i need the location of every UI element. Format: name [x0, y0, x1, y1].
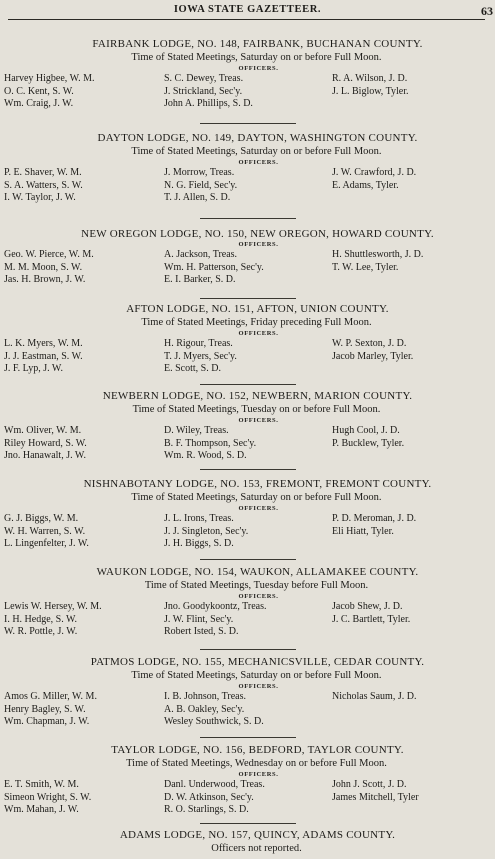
meeting-time: Time of Stated Meetings, Saturday on or before Full Moon.	[131, 492, 382, 503]
officer-entry: Wm. H. Patterson, Sec'y.	[164, 261, 264, 273]
officer-column	[332, 73, 409, 98]
officer-entry: Jacob Marley, Tyler.	[332, 350, 414, 362]
officer-entry: A. B. Oakley, Sec'y.	[164, 703, 245, 715]
officer-column	[164, 779, 265, 817]
officer-entry: D. Wiley, Treas.	[164, 425, 229, 436]
section-rule	[200, 123, 296, 124]
officer-entry: R. A. Wilson, J. D.	[332, 73, 408, 84]
officer-entry: R. O. Starlings, S. D.	[164, 804, 249, 815]
lodge-entry-155	[0, 655, 495, 733]
officer-column	[4, 513, 89, 551]
officer-entry: Henry Bagley, S. W.	[4, 703, 86, 715]
lodge-entry-156	[0, 743, 495, 821]
officer-entry: J. H. Biggs, S. D.	[164, 538, 234, 549]
lodge-title: ADAMS LODGE, NO. 157, QUINCY, ADAMS COUNTY.	[119, 829, 396, 841]
officer-list	[0, 167, 495, 209]
officer-column	[4, 167, 83, 205]
lodge-entry-154	[0, 565, 495, 643]
section-rule	[200, 384, 296, 385]
officer-entry: E. Scott, S. D.	[164, 363, 221, 374]
running-title: IOWA STATE GAZETTEER.	[173, 4, 322, 15]
officer-entry: Simeon Wright, S. W.	[4, 791, 92, 803]
officer-column	[4, 425, 87, 463]
lodge-title: WAUKON LODGE, NO. 154, WAUKON, ALLAMAKEE COUNTY.	[96, 566, 419, 578]
officer-entry: J. L. Biglow, Tyler.	[332, 85, 409, 97]
officer-column	[332, 779, 419, 804]
officer-column	[332, 601, 410, 626]
officer-column	[164, 601, 267, 639]
officer-entry: Riley Howard, S. W.	[4, 437, 87, 449]
officer-entry: W. H. Warren, S. W.	[4, 525, 86, 537]
officer-entry: Wesley Southwick, S. D.	[164, 716, 264, 727]
officer-entry: Wm. Craig, J. W.	[4, 98, 74, 109]
page-header	[0, 4, 495, 20]
officer-entry: Hugh Cool, J. D.	[332, 425, 400, 436]
officer-column	[332, 338, 413, 363]
officer-list	[0, 73, 495, 115]
officer-entry: John J. Scott, J. D.	[332, 779, 407, 790]
officer-entry: S. A. Watters, S. W.	[4, 179, 83, 191]
officer-entry: John A. Phillips, S. D.	[164, 98, 253, 109]
lodge-title: NEWBERN LODGE, NO. 152, NEWBERN, MARION COUNTY.	[102, 390, 413, 402]
officer-list	[0, 513, 495, 555]
officer-entry: H. Shuttlesworth, J. D.	[332, 249, 424, 260]
officer-list	[0, 601, 495, 643]
officer-entry: J. F. Lyp, J. W.	[4, 363, 63, 374]
officer-column	[4, 338, 83, 376]
officer-column	[332, 691, 416, 704]
officer-list	[0, 779, 495, 821]
officers-not-reported: Officers not reported.	[211, 843, 302, 854]
officer-entry: D. W. Atkinson, Sec'y.	[164, 791, 254, 803]
officer-entry: J. C. Bartlett, Tyler.	[332, 613, 411, 625]
lodge-title: NEW OREGON LODGE, NO. 150, NEW OREGON, HOWARD COUNTY.	[81, 228, 434, 240]
officers-label: OFFICERS.	[238, 65, 279, 72]
officers-label: OFFICERS.	[238, 330, 279, 337]
officer-entry: N. G. Field, Sec'y.	[164, 179, 238, 191]
officer-column	[164, 513, 248, 551]
officer-entry: T. J. Myers, Sec'y.	[164, 350, 237, 362]
officer-entry: Amos G. Miller, W. M.	[4, 691, 97, 702]
officer-entry: Jno. Hanawalt, J. W.	[4, 450, 86, 461]
lodge-title: PATMOS LODGE, NO. 155, MECHANICSVILLE, CEDAR COUNTY.	[90, 656, 425, 668]
officer-entry: P. Bucklew, Tyler.	[332, 437, 405, 449]
officer-entry: Wm. Oliver, W. M.	[4, 425, 82, 436]
lodge-title: TAYLOR LODGE, NO. 156, BEDFORD, TAYLOR COUNTY.	[111, 744, 404, 756]
section-rule	[200, 469, 296, 470]
officer-entry: G. J. Biggs, W. M.	[4, 513, 79, 524]
section-rule	[200, 298, 296, 299]
lodge-entry-151	[0, 302, 495, 380]
officer-column	[332, 425, 404, 450]
lodge-title: FAIRBANK LODGE, NO. 148, FAIRBANK, BUCHANAN COUNTY.	[92, 38, 423, 50]
officer-entry: E. T. Smith, W. M.	[4, 779, 79, 790]
meeting-time: Time of Stated Meetings, Tuesday on or before Full Moon.	[132, 404, 381, 415]
officer-entry: I. B. Johnson, Treas.	[164, 691, 246, 702]
lodge-entry-157	[0, 828, 495, 855]
officer-entry: E. Adams, Tyler.	[332, 179, 399, 191]
lodge-title: AFTON LODGE, NO. 151, AFTON, UNION COUNTY.	[126, 303, 389, 315]
officer-column	[164, 73, 253, 111]
officer-entry: Jacob Shew, J. D.	[332, 601, 403, 612]
officers-label: OFFICERS.	[238, 241, 279, 248]
officer-entry: Nicholas Saum, J. D.	[332, 691, 417, 702]
officer-entry: P. E. Shaver, W. M.	[4, 167, 82, 178]
officer-entry: Lewis W. Hersey, W. M.	[4, 601, 102, 612]
officer-entry: L. Lingenfelter, J. W.	[4, 538, 89, 549]
officer-column	[4, 779, 91, 817]
officer-entry: I. H. Hedge, S. W.	[4, 613, 78, 625]
officer-entry: P. D. Meroman, J. D.	[332, 513, 417, 524]
section-rule	[200, 737, 296, 738]
officer-list	[0, 425, 495, 467]
page-number: 63	[481, 4, 493, 18]
officer-column	[332, 249, 423, 274]
officer-entry: Danl. Underwood, Treas.	[164, 779, 265, 790]
lodge-entry-149	[0, 131, 495, 209]
officer-column	[164, 691, 264, 729]
officers-label: OFFICERS.	[238, 771, 279, 778]
officer-entry: T. J. Allen, S. D.	[164, 192, 231, 203]
officer-entry: E. I. Barker, S. D.	[164, 274, 236, 285]
officer-entry: W. P. Sexton, J. D.	[332, 338, 407, 349]
meeting-time: Time of Stated Meetings, Friday preceding Full Moon.	[141, 317, 372, 328]
officer-entry: S. C. Dewey, Treas.	[164, 73, 244, 84]
officer-entry: J. L. Irons, Treas.	[164, 513, 234, 524]
meeting-time: Time of Stated Meetings, Saturday on or before Full Moon.	[131, 670, 382, 681]
meeting-time: Time of Stated Meetings, Tuesday before Full Moon.	[144, 580, 369, 591]
officer-entry: Jno. Goodykoontz, Treas.	[164, 601, 267, 612]
officer-entry: Wm. R. Wood, S. D.	[164, 450, 247, 461]
officer-entry: Harvey Higbee, W. M.	[4, 73, 95, 84]
officer-entry: James Mitchell, Tyler	[332, 791, 419, 803]
meeting-time: Time of Stated Meetings, Saturday on or before Full Moon.	[131, 52, 382, 63]
section-rule	[200, 649, 296, 650]
officer-list	[0, 249, 495, 291]
officer-entry: Wm. Chapman, J. W.	[4, 716, 90, 727]
officer-entry: Jas. H. Brown, J. W.	[4, 274, 86, 285]
lodge-entry-152	[0, 389, 495, 467]
officer-entry: L. K. Myers, W. M.	[4, 338, 83, 349]
lodge-entry-148	[0, 37, 495, 115]
officer-entry: J. W. Crawford, J. D.	[332, 167, 417, 178]
officer-entry: J. W. Flint, Sec'y.	[164, 613, 234, 625]
meeting-time: Time of Stated Meetings, Saturday on or before Full Moon.	[131, 146, 382, 157]
officer-entry: Eli Hiatt, Tyler.	[332, 525, 394, 537]
officer-entry: J. J. Singleton, Sec'y.	[164, 525, 249, 537]
lodge-title: NISHNABOTANY LODGE, NO. 153, FREMONT, FREMONT COUNTY.	[83, 478, 432, 490]
section-rule	[200, 823, 296, 824]
section-rule	[200, 218, 296, 219]
lodge-entry-153	[0, 477, 495, 555]
officer-entry: M. M. Moon, S. W.	[4, 261, 83, 273]
officer-entry: I. W. Taylor, J. W.	[4, 192, 76, 203]
lodge-title: DAYTON LODGE, NO. 149, DAYTON, WASHINGTON COUNTY.	[97, 132, 418, 144]
officer-column	[4, 249, 94, 287]
lodge-entry-150	[0, 227, 495, 291]
officer-entry: B. F. Thompson, Sec'y.	[164, 437, 257, 449]
officer-column	[332, 167, 416, 192]
officer-column	[4, 73, 95, 111]
officer-column	[332, 513, 416, 538]
section-rule	[200, 559, 296, 560]
meeting-time: Time of Stated Meetings, Wednesday on or before Full Moon.	[126, 758, 387, 769]
officers-label: OFFICERS.	[238, 417, 279, 424]
officers-label: OFFICERS.	[238, 505, 279, 512]
officer-entry: Wm. Mahan, J. W.	[4, 804, 79, 815]
officers-label: OFFICERS.	[238, 683, 279, 690]
header-rule	[8, 19, 485, 20]
officer-entry: J. Strickland, Sec'y.	[164, 85, 243, 97]
officers-label: OFFICERS.	[238, 159, 279, 166]
officer-column	[164, 425, 256, 463]
officer-entry: J. J. Eastman, S. W.	[4, 350, 83, 362]
officer-column	[4, 691, 97, 729]
officer-entry: Geo. W. Pierce, W. M.	[4, 249, 94, 260]
officers-label: OFFICERS.	[238, 593, 279, 600]
officer-list	[0, 338, 495, 380]
officer-column	[164, 249, 264, 287]
officer-entry: J. Morrow, Treas.	[164, 167, 235, 178]
officer-entry: O. C. Kent, S. W.	[4, 85, 74, 97]
officer-entry: A. Jackson, Treas.	[164, 249, 238, 260]
officer-entry: T. W. Lee, Tyler.	[332, 261, 399, 273]
officer-column	[4, 601, 102, 639]
officer-list	[0, 691, 495, 733]
officer-column	[164, 167, 237, 205]
officer-entry: H. Rigour, Treas.	[164, 338, 233, 349]
officer-entry: Robert Isted, S. D.	[164, 626, 239, 637]
officer-entry: W. R. Pottle, J. W.	[4, 626, 78, 637]
officer-column	[164, 338, 237, 376]
